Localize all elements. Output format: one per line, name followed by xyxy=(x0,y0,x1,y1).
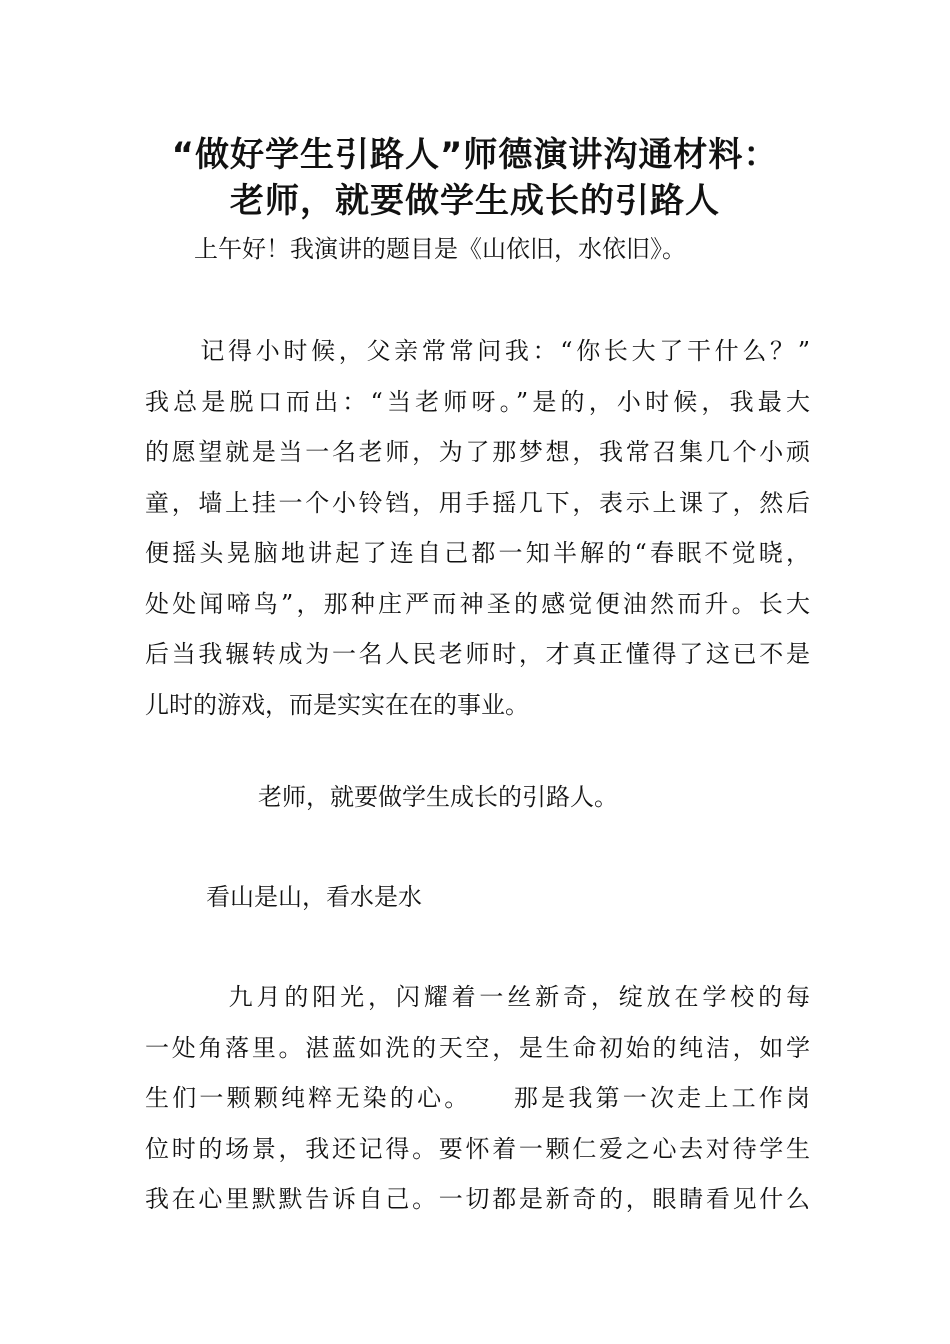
paragraph-line: 处处闻啼鸟”，那种庄严而神圣的感觉便油然而升。长大 xyxy=(145,589,810,618)
paragraph-line: 便摇头晃脑地讲起了连自己都一知半解的“春眠不觉晓， xyxy=(145,539,810,567)
paragraph-line: 后当我辗转成为一名人民老师时，才真正懂得了这已不是 xyxy=(145,640,810,668)
paragraph-line: 的愿望就是当一名老师，为了那梦想，我常召集几个小顽 xyxy=(145,438,810,466)
paragraph-childhood xyxy=(145,326,810,730)
paragraph-line: 我总是脱口而出：“当老师呀。”是的，小时候，我最大 xyxy=(145,387,810,416)
greeting-line: 上午好！我演讲的题目是《山依旧，水依旧》。 xyxy=(194,235,686,263)
paragraph-line: 九月的阳光，闪耀着一丝新奇，绽放在学校的每 xyxy=(145,983,810,1011)
paragraph-line: 位时的场景，我还记得。要怀着一颗仁爱之心去对待学生 xyxy=(145,1134,810,1163)
paragraph-september xyxy=(145,972,810,1225)
section-heading: 看山是山，看水是水 xyxy=(206,883,422,911)
document-title-line-1: “做好学生引路人”师德演讲沟通材料： xyxy=(171,135,779,175)
paragraph-line: 记得小时候，父亲常常问我：“你长大了干什么？” xyxy=(145,337,810,365)
paragraph-line: 生们一颗颗纯粹无染的心。 那是我第一次走上工作岗 xyxy=(145,1084,810,1112)
paragraph-line: 童，墙上挂一个小铃铛，用手摇几下，表示上课了，然后 xyxy=(145,488,810,517)
paragraph-line: 一处角落里。湛蓝如洗的天空，是生命初始的纯洁，如学 xyxy=(145,1033,810,1062)
paragraph-line: 我在心里默默告诉自己。一切都是新奇的，眼睛看见什么 xyxy=(145,1185,810,1213)
paragraph-line: 儿时的游戏，而是实实在在的事业。 xyxy=(145,690,529,719)
document-title-line-2: 老师，就要做学生成长的引路人 xyxy=(230,181,720,221)
thesis-line: 老师，就要做学生成长的引路人。 xyxy=(258,783,618,811)
